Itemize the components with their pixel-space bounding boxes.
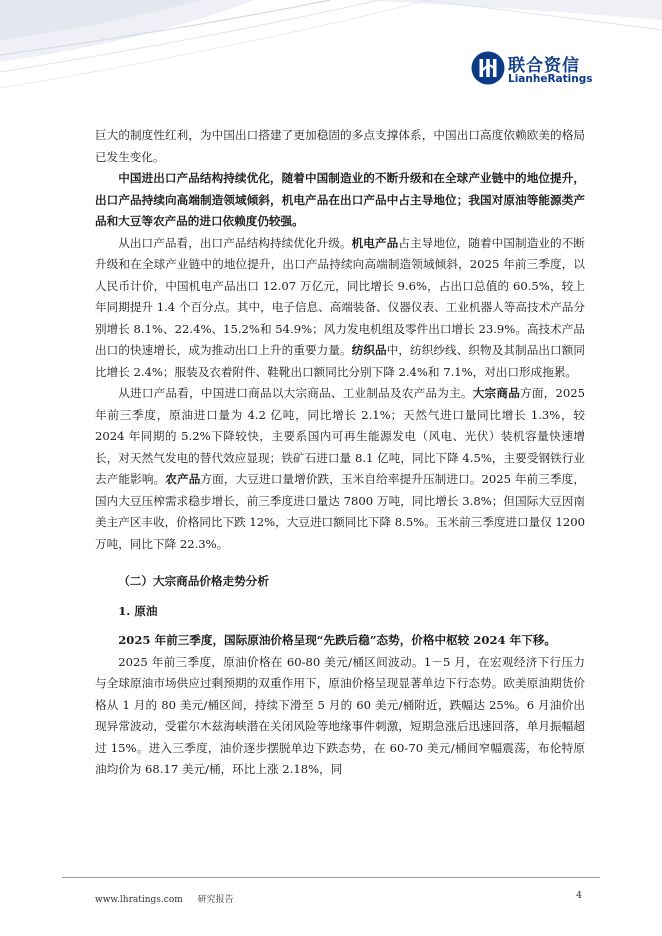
subsection-heading-crude-oil: 1. 原油: [118, 603, 158, 618]
paragraph-6-oil-prices: 2025 年前三季度，原油价格在 60-80 美元/桶区间波动。1－5 月，在宏观经济下行压力与全球原油市场供应过剩预期的双重作用下，原油价格呈现显著单边下行态势。欧美原油期货价格从 1 月的 80 美元/桶区间，持续下滑至 5 月的 60 美元/桶附近，跌幅达 25%。6 月油价出现异常波动，受霍尔木兹海峡潜在关闭风险等地缘事件刺激，短期急涨后迅速回落，单月振幅超过 15%。进入三季度，油价逐步摆脱单边下跌态势，在 60-70 美元/桶间窄幅震荡，布伦特原油均价为 68.17 美元/桶，环比上涨 2.18%，同: [95, 654, 585, 776]
paragraph-3-export-products: [95, 233, 585, 384]
text-run: 从进口产品看，中国进口商品以大宗商品、工业制品及农产品为主。: [118, 386, 473, 400]
logo-english-name: LianheRatings: [508, 73, 593, 85]
keyword-mechanical-electrical: 机电产品: [351, 235, 399, 250]
text-run: 中，纺织纱线、织物及其制品出口额同比增长 2.4%；服装及衣着附件、鞋靴出口额同比分别下降 2.4%和 7.1%，对出口形成拖累。: [95, 343, 585, 379]
oil-summary-text: 2025 年前三季度，国际原油价格呈现“先跌后稳”态势，价格中枢较 2024 年下移。: [118, 633, 556, 647]
report-body: [95, 125, 585, 781]
text-run: 方面，2025 年前三季度，原油进口量为 4.2 亿吨，同比增长 2.1%；天然气进口量同比增长 1.3%，较 2024 年同期的 5.2%下降较快，主要系国内可再生能源发电（风电、光伏）装机容量快速增长，对天然气发电的替代效应显现；铁矿石进口量 8.1 亿吨，同比下降 4.5%，主要受钢铁行业去产能影响。: [95, 386, 585, 486]
keyword-agricultural-products: 农产品: [165, 472, 201, 486]
paragraph-1: 巨大的制度性红利，为中国出口搭建了更加稳固的多点支撑体系，中国出口高度依赖欧美的格局已发生变化。: [95, 128, 585, 164]
footer-website-link[interactable]: www.lhratings.com: [95, 895, 183, 905]
footer-divider: [62, 877, 600, 878]
paragraph-4-import-products: [95, 383, 585, 555]
keyword-bulk-commodities: 大宗商品: [472, 386, 521, 400]
logo-chinese-name: 联合资信: [508, 56, 580, 76]
footer-info: [95, 892, 234, 905]
keyword-textiles: 纺织品: [351, 343, 387, 357]
paragraph-2-bold-summary: [95, 168, 585, 233]
company-logo: [470, 50, 600, 90]
paragraph-5-bold-oil-summary: [95, 630, 585, 652]
footer-report-label: 研究报告: [197, 895, 234, 905]
page-number: 4: [576, 890, 583, 901]
text-run: 从出口产品看，出口产品结构持续优化升级。: [118, 235, 352, 250]
section-heading-commodity-prices: （二）大宗商品价格走势分析: [118, 574, 269, 588]
lianhe-logo-icon: [470, 50, 506, 86]
summary-text: 中国进出口产品结构持续优化，随着中国制造业的不断升级和在全球产业链中的地位提升，出口产品持续向高端制造领域倾斜，机电产品在出口产品中占主导地位；我国对原油等能源类产品和大豆等农产品的进口依赖度仍较强。: [95, 171, 585, 228]
text-run: 方面，大豆进口量增价跌，玉米自给率提升压制进口。2025 年前三季度，国内大豆压榨需求稳步增长，前三季度进口量达 7800 万吨，同比增长 3.8%；但国际大豆因南美主产区丰收，价格同比下跌 12%，大豆进口额同比下降 8.5%。玉米前三季度进口量仅 1200 万吨，同比下降 22.3%。: [95, 472, 585, 551]
text-run: 占主导地位，随着中国制造业的不断升级和在全球产业链中的地位提升，出口产品持续向高端制造领域倾斜，2025 年前三季度，以人民币计价，中国机电产品出口 12.07 万亿元，同比增长 9.6%，占出口总值的 60.5%，较上年同期提升 1.4 个百分点。其中，电子信息、高端装备、仪器仪表、工业机器人等高技术产品分别增长 8.1%、22.4%、15.2%和 54.9%；风力发电机组及零件出口增长 23.9%。高技术产品出口的快速增长，成为推动出口上升的重要力量。: [95, 235, 585, 357]
decoration-curve-3: [360, 0, 662, 20]
